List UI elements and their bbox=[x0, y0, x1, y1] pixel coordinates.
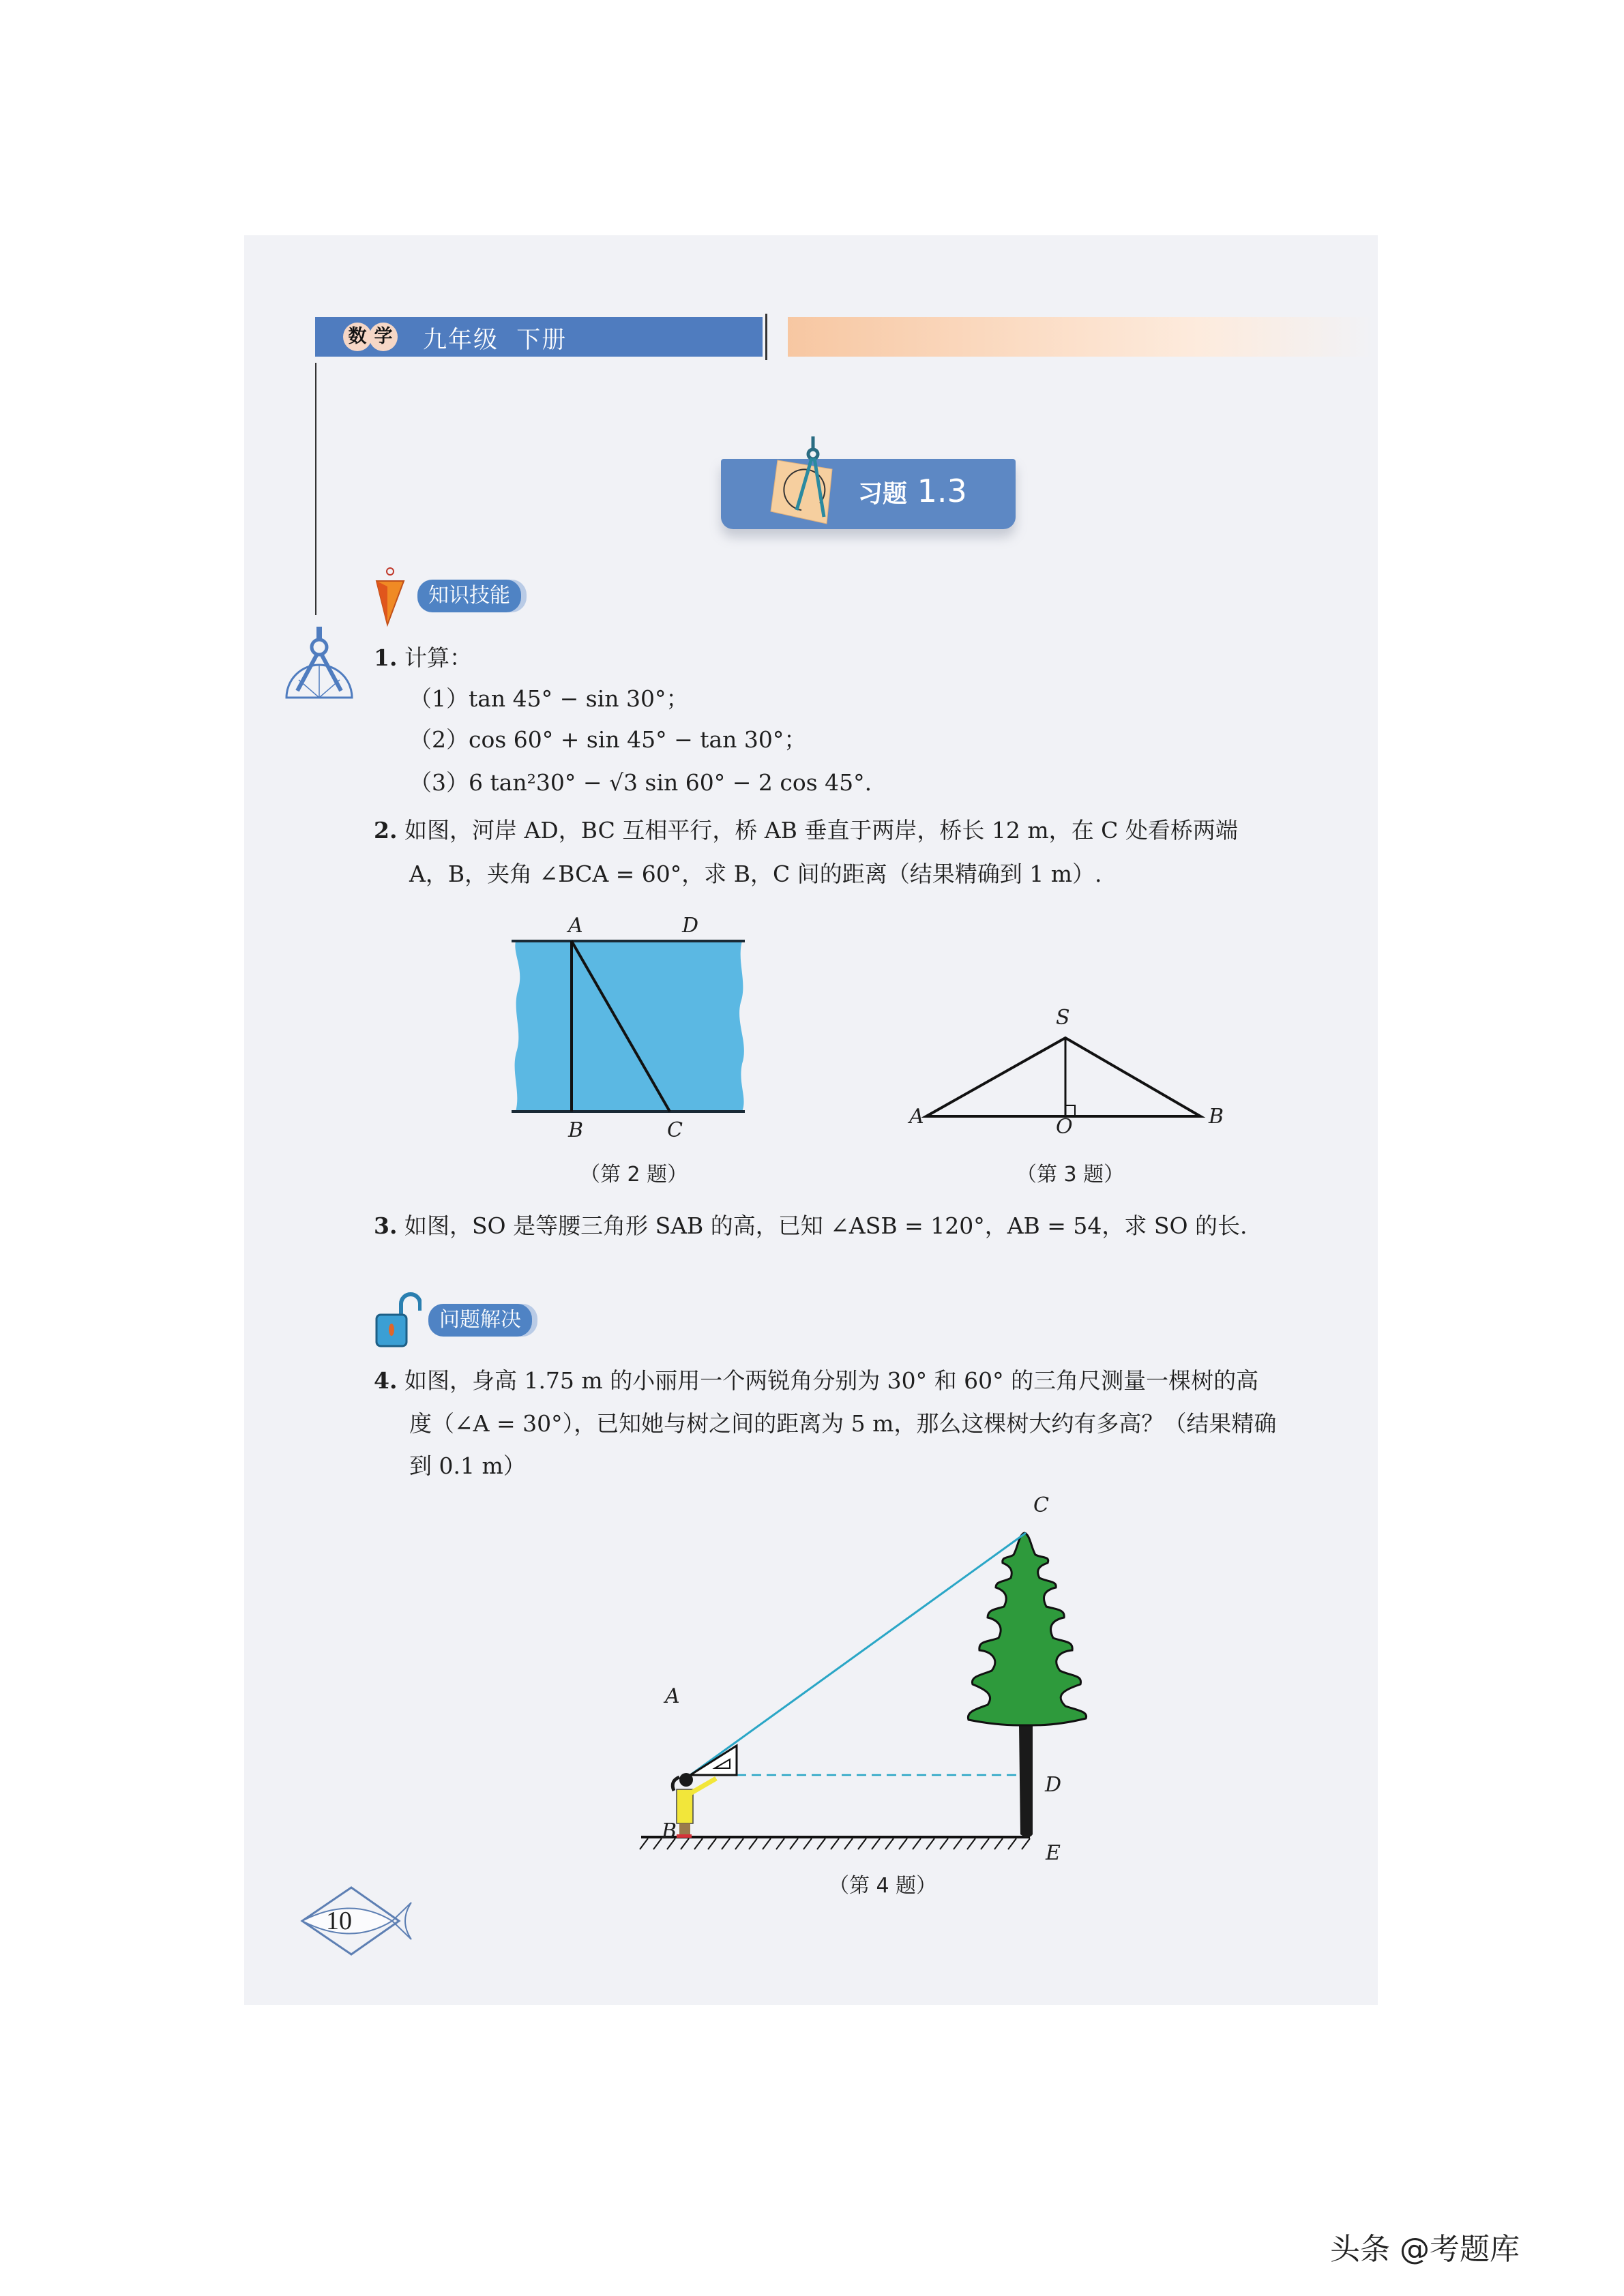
compass-protractor-icon bbox=[280, 624, 355, 706]
problem-1-part-2: （2）cos 60° + sin 45° − tan 30°； bbox=[409, 726, 807, 753]
figure-4-label-d: D bbox=[1045, 1773, 1062, 1797]
subject-char: 学 bbox=[369, 323, 398, 351]
problem-3: 3. 如图，SO 是等腰三角形 SAB 的高，已知 ∠ASB = 120°，AB = 54，求 SO 的长. bbox=[374, 1212, 1247, 1239]
figure-4-label-c: C bbox=[1033, 1493, 1049, 1517]
problem-4-line-2: 度（∠A = 30°），已知她与树之间的距离为 5 m，那么这棵树大约有多高？（结果精确 bbox=[409, 1410, 1277, 1437]
problem-1-part-1: （1）tan 45° − sin 30°； bbox=[409, 685, 689, 712]
header-divider bbox=[765, 314, 767, 360]
figure-3-label-o: O bbox=[1056, 1115, 1073, 1139]
problem-4-line-3: 到 0.1 m） bbox=[409, 1452, 526, 1479]
open-padlock-icon bbox=[374, 1289, 422, 1350]
figure-3-label-s: S bbox=[1056, 1006, 1070, 1030]
figure-4-tree-measurement bbox=[628, 1493, 1146, 1875]
page-number: 10 bbox=[326, 1907, 352, 1935]
figure-2-label-c: C bbox=[667, 1118, 683, 1142]
problem-4-line-1: 4. 如图，身高 1.75 m 的小丽用一个两锐角分别为 30° 和 60° 的三角尺测量一棵树的高 bbox=[374, 1367, 1259, 1394]
watermark: 头条 @考题库 bbox=[1330, 2232, 1520, 2267]
figure-4-caption: （第 4 题） bbox=[829, 1874, 937, 1898]
margin-rule bbox=[315, 363, 316, 615]
figure-3-label-b: B bbox=[1209, 1105, 1224, 1129]
grade-volume: 九年级 下册 bbox=[423, 327, 567, 354]
exercise-title: 习题 1.3 bbox=[858, 473, 967, 509]
figure-4-label-e: E bbox=[1046, 1841, 1061, 1865]
problem-2-line-2: A，B，夹角 ∠BCA = 60°，求 B，C 间的距离（结果精确到 1 m）. bbox=[409, 861, 1102, 887]
figure-2-label-a: A bbox=[568, 914, 583, 938]
header-accent-bar bbox=[788, 317, 1374, 357]
subject-char: 数 bbox=[343, 323, 372, 351]
compass-drawing-icon bbox=[764, 430, 859, 532]
problem-1: 1. 计算： bbox=[374, 644, 472, 671]
section-badge-problem-solving: 问题解决 bbox=[428, 1304, 532, 1337]
problem-1-part-3: （3）6 tan²30° − √3 sin 60° − 2 cos 45°. bbox=[409, 769, 872, 796]
subject-badge bbox=[343, 323, 395, 353]
figure-4-label-a: A bbox=[665, 1684, 680, 1708]
figure-2-label-d: D bbox=[682, 914, 699, 938]
figure-2-label-b: B bbox=[568, 1118, 584, 1142]
figure-4-label-b: B bbox=[662, 1819, 677, 1843]
figure-2-river-bridge bbox=[512, 914, 764, 1139]
fish-page-number-icon bbox=[297, 1882, 413, 1957]
problem-2-line-1: 2. 如图，河岸 AD，BC 互相平行，桥 AB 垂直于两岸，桥长 12 m，在 C 处看桥两端 bbox=[374, 817, 1238, 844]
plumb-bob-icon bbox=[374, 566, 415, 627]
figure-3-caption: （第 3 题） bbox=[1016, 1163, 1125, 1187]
section-badge-knowledge-skills: 知识技能 bbox=[417, 580, 521, 612]
figure-2-caption: （第 2 题） bbox=[580, 1163, 688, 1187]
figure-3-label-a: A bbox=[909, 1105, 924, 1129]
